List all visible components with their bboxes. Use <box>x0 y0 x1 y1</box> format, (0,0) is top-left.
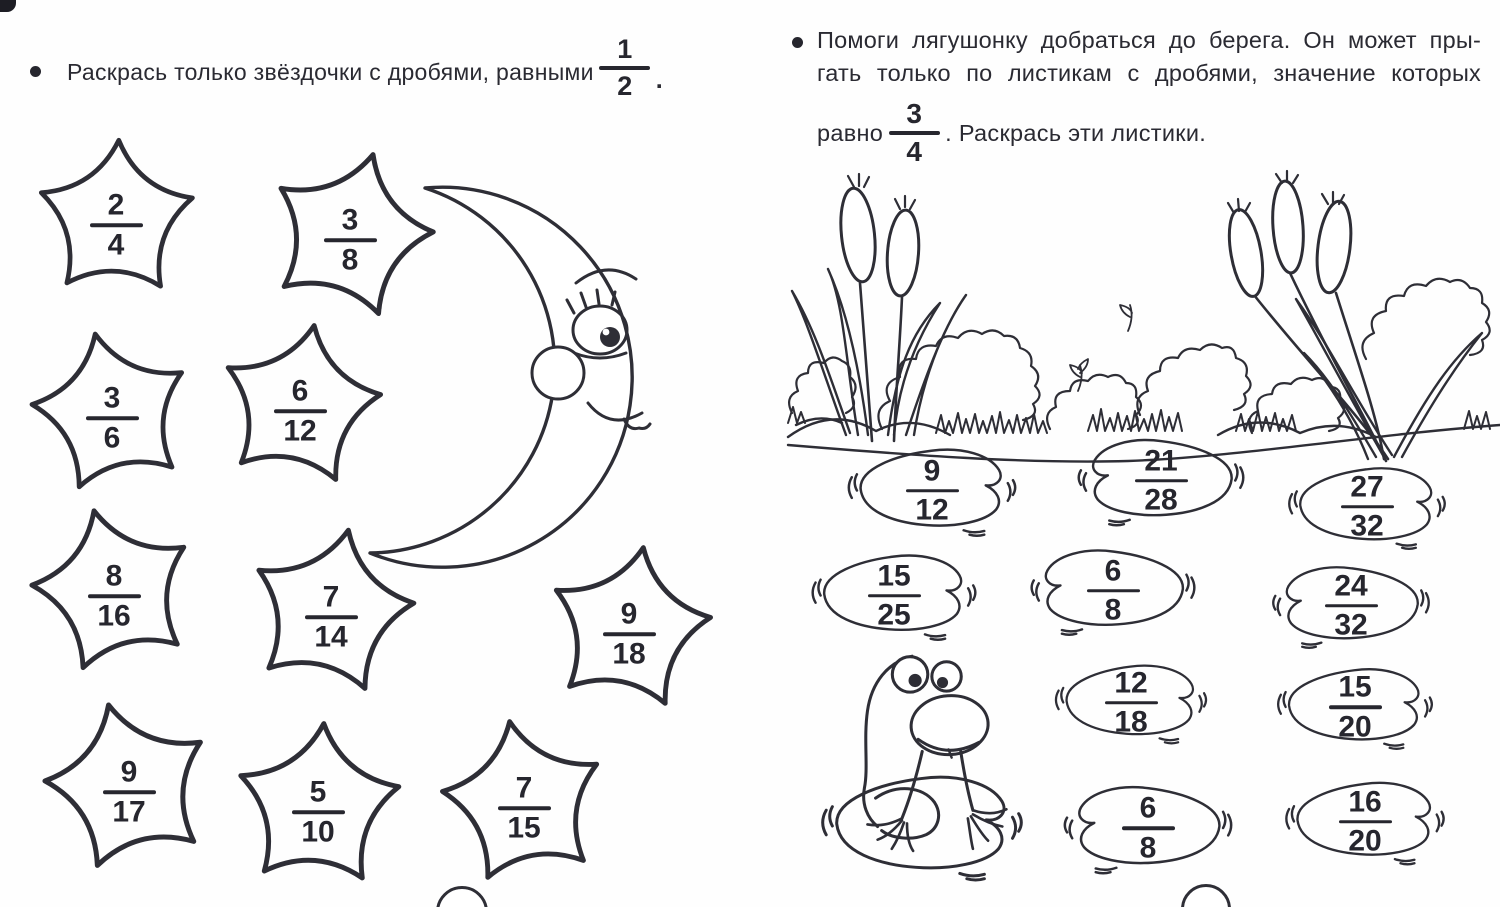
period: . <box>655 65 663 94</box>
lilypad-fraction <box>1347 469 1387 543</box>
lilypad-6-8-a[interactable] <box>1023 541 1203 640</box>
fraction-denominator: 17 <box>112 795 146 829</box>
fraction-numerator: 6 <box>1139 791 1157 825</box>
moon-nose <box>532 347 584 399</box>
fraction-bar <box>498 806 551 810</box>
frog-arm-left <box>902 751 922 818</box>
fraction-bar <box>305 616 358 620</box>
star-6-12[interactable] <box>212 320 388 492</box>
fraction-denominator: 32 <box>1334 608 1368 642</box>
fraction-numerator: 27 <box>1350 469 1384 503</box>
fraction-bar <box>86 416 139 420</box>
fraction-numerator: 3 <box>906 98 922 129</box>
star-fraction <box>311 580 351 654</box>
fraction-numerator: 15 <box>1338 670 1372 704</box>
fraction-denominator: 4 <box>906 136 922 167</box>
lilypad-15-20[interactable] <box>1270 660 1440 754</box>
fraction-denominator: 20 <box>1348 824 1382 858</box>
stars-instruction <box>30 36 663 100</box>
fraction-denominator: 8 <box>341 243 359 277</box>
fraction-denominator: 18 <box>612 636 646 670</box>
fraction-numerator: 15 <box>877 558 911 592</box>
fraction-bar <box>274 409 327 413</box>
fraction-bar <box>1339 820 1392 824</box>
frog-arm-right <box>961 751 973 810</box>
lilypad-fraction <box>1128 793 1168 863</box>
lilypad-fraction <box>1335 672 1375 742</box>
star-7-14[interactable] <box>242 524 420 700</box>
fraction-denominator: 2 <box>617 71 633 101</box>
fraction-denominator: 25 <box>877 598 911 632</box>
lilypad-6-8-b[interactable] <box>1056 778 1240 878</box>
fraction-bar <box>1329 705 1382 709</box>
fraction-denominator: 32 <box>1350 509 1384 543</box>
fraction-bar <box>1105 701 1158 705</box>
fraction-denominator: 12 <box>915 493 949 527</box>
frog-eye-right <box>932 662 961 691</box>
fraction-bar <box>1135 479 1188 483</box>
lilypad-15-25[interactable] <box>798 548 990 643</box>
fraction-denominator: 15 <box>507 810 541 844</box>
fraction-numerator: 6 <box>291 374 309 408</box>
fraction-bar <box>103 791 156 795</box>
instruction-line-2: гать только по листикам с дробями, значение которых <box>817 60 1481 86</box>
scan-artifact <box>0 0 16 12</box>
lilypad-fraction <box>874 558 914 632</box>
star-fraction <box>280 376 320 446</box>
star-fraction <box>96 190 136 260</box>
fraction-bar <box>1122 826 1175 830</box>
frog-illustration <box>850 644 1035 862</box>
fraction-bar <box>324 239 377 243</box>
star-fraction <box>92 383 132 453</box>
star-fraction <box>94 561 134 631</box>
fraction-numerator: 24 <box>1334 568 1368 602</box>
frog-pupil-right <box>937 677 948 688</box>
frog-eye-left <box>892 657 927 692</box>
lilypad-fraction <box>1141 443 1181 517</box>
star-fraction <box>298 775 338 849</box>
fraction-bar <box>1087 589 1140 593</box>
star-7-15[interactable] <box>434 716 614 890</box>
fraction-denominator: 4 <box>107 227 125 261</box>
fraction-denominator: 20 <box>1338 709 1372 743</box>
fraction-bar <box>599 66 650 70</box>
fraction-numerator: 7 <box>515 771 533 805</box>
star-fraction <box>330 203 370 277</box>
target-fraction <box>895 100 933 166</box>
fraction-numerator: 2 <box>107 188 125 222</box>
lilypad-fraction <box>1345 784 1385 858</box>
fraction-numerator: 21 <box>1144 443 1178 477</box>
fraction-denominator: 8 <box>1139 830 1157 864</box>
fraction-bar <box>88 594 141 598</box>
lilypad-fraction <box>1093 553 1133 627</box>
star-3-6[interactable] <box>26 328 198 498</box>
fraction-numerator: 8 <box>105 559 123 593</box>
bullet-icon <box>792 37 803 48</box>
fraction-numerator: 3 <box>341 203 359 237</box>
star-fraction <box>609 599 649 669</box>
fraction-numerator: 12 <box>1114 665 1148 699</box>
fraction-bar <box>1325 604 1378 608</box>
fraction-bar <box>90 223 143 227</box>
lilypad-16-20[interactable] <box>1278 774 1452 869</box>
fraction-denominator: 10 <box>301 815 335 849</box>
fraction-bar <box>292 811 345 815</box>
cattails-left <box>792 174 966 441</box>
fraction-denominator: 16 <box>97 598 131 632</box>
star-9-17[interactable] <box>38 698 220 876</box>
star-fraction <box>504 773 544 843</box>
fraction-numerator: 1 <box>617 34 633 64</box>
instruction-line-3-suffix: . Раскрась эти листики. <box>945 119 1207 146</box>
fraction-numerator: 9 <box>923 453 941 487</box>
instruction-line-1: Помоги лягушонку добраться до берега. Он может пры- <box>817 27 1481 53</box>
fraction-bar <box>906 489 959 493</box>
frog-muzzle <box>909 693 990 757</box>
frog-fingers-right <box>968 809 1007 849</box>
target-fraction <box>606 36 644 100</box>
fraction-bar <box>868 594 921 598</box>
moon-pupil <box>600 327 620 347</box>
bullet-icon <box>30 66 41 77</box>
fraction-numerator: 6 <box>1104 553 1122 587</box>
fraction-denominator: 18 <box>1114 705 1148 739</box>
fraction-denominator: 6 <box>103 420 121 454</box>
fraction-bar <box>1341 505 1394 509</box>
fraction-denominator: 28 <box>1144 483 1178 517</box>
pond-scene <box>788 173 1500 470</box>
star-9-18[interactable] <box>540 542 718 716</box>
cattails-right <box>1224 171 1482 461</box>
instruction-line-3-prefix: равно <box>817 119 884 146</box>
star-3-8[interactable] <box>262 146 438 324</box>
star-5-10[interactable] <box>230 718 406 896</box>
fraction-denominator: 8 <box>1104 593 1122 627</box>
lilypad-fraction <box>1331 568 1371 642</box>
page-number-circle-right <box>1181 884 1231 907</box>
star-2-4[interactable] <box>28 136 204 304</box>
fraction-numerator: 16 <box>1348 784 1382 818</box>
fraction-numerator: 5 <box>309 775 327 809</box>
lilypads-instruction <box>792 24 1481 166</box>
lilypad-12-18[interactable] <box>1048 655 1214 750</box>
lilypad-fraction <box>912 453 952 527</box>
star-8-16[interactable] <box>26 504 202 678</box>
frog-pupil-left <box>909 674 922 687</box>
fraction-denominator: 14 <box>314 620 348 654</box>
instruction-text: Раскрась только звёздочки с дробями, равными <box>67 59 594 85</box>
lilypad-21-28[interactable] <box>1070 431 1252 530</box>
fraction-denominator: 12 <box>283 413 317 447</box>
lilypad-9-12[interactable] <box>840 441 1024 540</box>
fraction-bar <box>603 632 656 636</box>
fraction-numerator: 9 <box>620 597 638 631</box>
fraction-bar <box>889 131 940 135</box>
fraction-numerator: 7 <box>322 580 340 614</box>
fraction-numerator: 3 <box>103 381 121 415</box>
lilypad-fraction <box>1111 665 1151 739</box>
lilypad-24-32[interactable] <box>1265 558 1437 653</box>
lilypad-27-32[interactable] <box>1281 453 1453 560</box>
star-fraction <box>109 755 149 829</box>
fraction-numerator: 9 <box>120 755 138 789</box>
